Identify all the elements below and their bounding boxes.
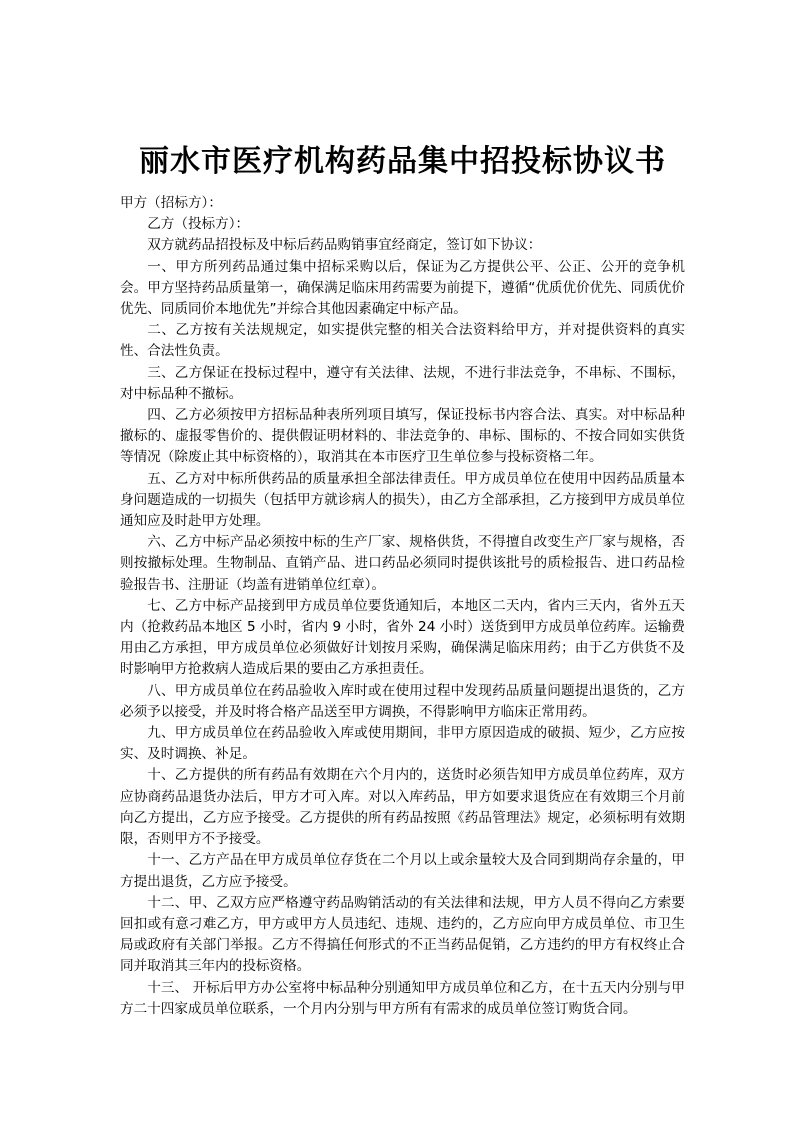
clause-12: 十二、甲、乙双方应严格遵守药品购销活动的有关法律和法规，甲方人员不得向乙方索要回扣或有意刁难乙方，甲方或甲方人员违纪、违规、违约的，乙方应向甲方成员单位、市卫生局或政府有关部门举报。乙方不得搞任何形式的不正当药品促销，乙方违约的甲方有权终止合同并取消其三年内的投标资格。 — [120, 894, 685, 975]
clause-3: 三、乙方保证在投标过程中，遵守有关法律、法规，不进行非法竞争，不串标、不围标，对中标品种不撤标。 — [120, 364, 685, 402]
clause-1: 一、甲方所列药品通过集中招标采购以后，保证为乙方提供公平、公正、公开的竞争机会。甲方坚持药品质量第一，确保满足临床用药需要为前提下，遵循“优质优价优先、同质优价优先、同质同价本地优先”并综合其他因素确定中标产品。 — [120, 258, 685, 318]
clause-11: 十一、乙方产品在甲方成员单位存货在二个月以上或余量较大及合同到期尚存余量的，甲方提出退货，乙方应予接受。 — [120, 852, 685, 890]
clause-10: 十、乙方提供的所有药品有效期在六个月内的，送货时必须告知甲方成员单位药库，双方应协商药品退货办法后，甲方才可入库。对以入库药品，甲方如要求退货应在有效期三个月前向乙方提出，乙方应予接受。乙方提供的所有药品按照《药品管理法》规定，必须标明有效期限，否则甲方不予接受。 — [120, 767, 685, 848]
party-b-line: 乙方（投标方）： — [147, 216, 250, 233]
clause-4: 四、乙方必须按甲方招标品种表所列项目填写，保证投标书内容合法、真实。对中标品种撤标的、虚报零售价的、提供假证明材料的、非法竞争的、串标、围标的、不按合同如实供货等情况（除废止其中标资格的），取消其在本市医疗卫生单位参与投标资格二年。 — [120, 407, 685, 466]
document-body — [120, 193, 685, 1020]
clause-7: 七、乙方中标产品接到甲方成员单位要货通知后，本地区二天内，省内三天内，省外五天内（抢救药品本地区 5 小时，省内 9 小时，省外 24 小时）送货到甲方成员单位药库。运输费用由乙方承担，甲方成员单位必须做好计划按月采购，确保满足临床用药；由于乙方供货不及时影响甲方抢救病人造成后果的要由乙方承担责任。 — [120, 597, 685, 678]
clause-6: 六、乙方中标产品必须按中标的生产厂家、规格供货，不得擅自改变生产厂家与规格，否则按撤标处理。生物制品、直销产品、进口药品必须同时提供该批号的质检报告、进口药品检验报告书、注册证（均盖有进销单位红章）。 — [120, 534, 685, 593]
clause-8: 八、甲方成员单位在药品验收入库时或在使用过程中发现药品质量问题提出退货的，乙方必须予以接受，并及时将合格产品送至甲方调换，不得影响甲方临床正常用药。 — [120, 682, 685, 720]
clause-2: 二、乙方按有关法规规定，如实提供完整的相关合法资料给甲方，并对提供资料的真实性、合法性负责。 — [120, 322, 685, 360]
clause-9: 九、甲方成员单位在药品验收入库或使用期间，非甲方原因造成的破损、短少，乙方应按实、及时调换、补足。 — [120, 725, 685, 763]
clause-13: 十三、 开标后甲方办公室将中标品种分别通知甲方成员单位和乙方，在十五天内分别与甲方二十四家成员单位联系，一个月内分别与甲方所有有需求的成员单位签订购货合同。 — [120, 979, 685, 1017]
intro-paragraph: 双方就药品招投标及中标后药品购销事宜经商定，签订如下协议： — [147, 237, 542, 254]
clause-5: 五、乙方对中标所供药品的质量承担全部法律责任。甲方成员单位在使用中因药品质量本身问题造成的一切损失（包括甲方就诊病人的损失），由乙方全部承担，乙方接到甲方成员单位通知应及时赴甲方处理。 — [120, 470, 685, 530]
party-a-line: 甲方（招标方）： — [120, 195, 222, 211]
document-title: 丽水市医疗机构药品集中招投标协议书 — [139, 144, 666, 180]
